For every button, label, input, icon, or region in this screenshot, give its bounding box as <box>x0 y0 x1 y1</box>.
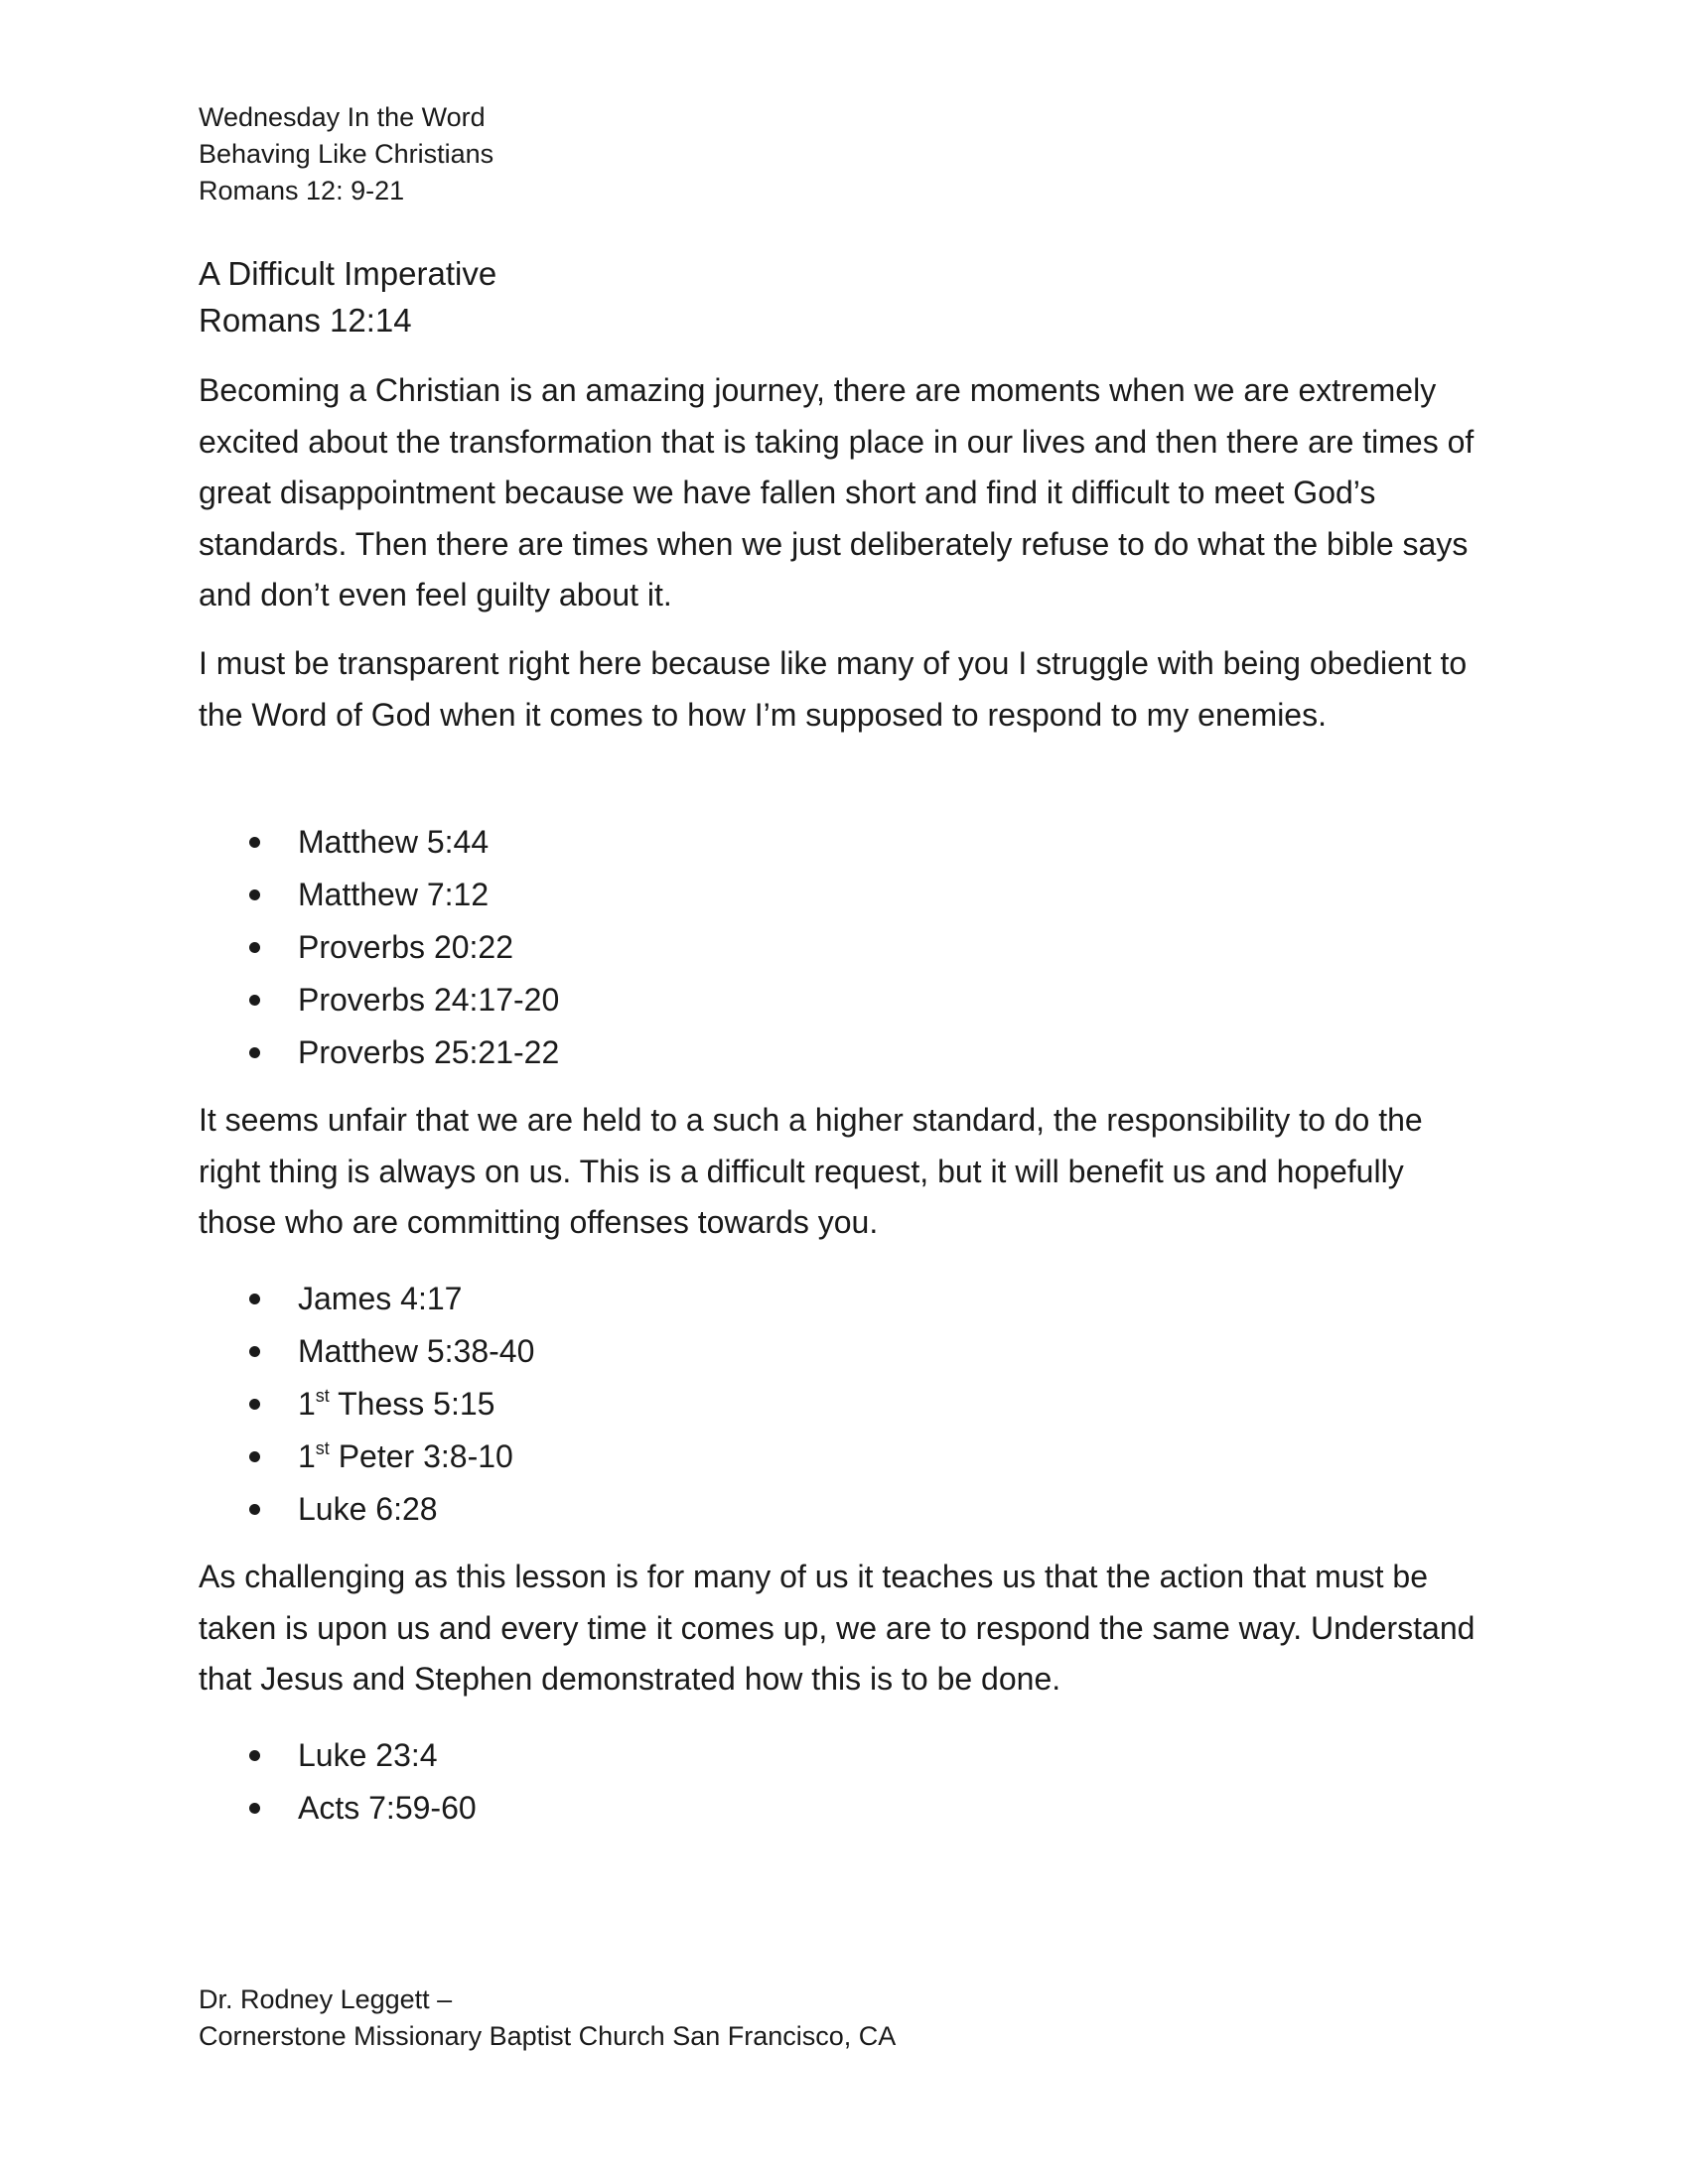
closing-paragraph-block <box>199 1552 1489 1706</box>
intro-paragraph: Becoming a Christian is an amazing journey, there are moments when we are extremely excited about the transformation that is taking place in our lives and then there are times of great disappointment because we have fallen short and find it difficult to meet God’s standards. Then there are times when we just deliberately refuse to do what the bible says and don’t even feel guilty about it. <box>199 372 1475 613</box>
standard-reference-list <box>199 1273 534 1536</box>
list-item <box>199 816 559 869</box>
reference-text: Matthew 7:12 <box>298 877 490 912</box>
standard-paragraph-block <box>199 1095 1489 1249</box>
reference-prefix: 1 <box>298 1438 316 1474</box>
reference-prefix: 1 <box>298 1386 316 1422</box>
list-item <box>199 1729 477 1782</box>
church-name: Cornerstone Missionary Baptist Church San Francisco, CA <box>199 2021 897 2051</box>
reference-text: Proverbs 20:22 <box>298 929 514 965</box>
reference-text: James 4:17 <box>298 1281 463 1316</box>
list-item <box>199 974 559 1026</box>
reference-text: Luke 6:28 <box>298 1491 438 1527</box>
bullet-icon <box>249 1451 260 1462</box>
list-item <box>199 869 559 921</box>
list-item <box>199 1431 534 1483</box>
list-item <box>199 1782 477 1835</box>
example-reference-list <box>199 1729 477 1835</box>
reference-text: Acts 7:59-60 <box>298 1790 477 1826</box>
bullet-icon <box>249 1346 260 1357</box>
reference-text: Matthew 5:38-40 <box>298 1333 535 1369</box>
passage-reference: Romans 12: 9-21 <box>199 176 405 205</box>
bullet-icon <box>249 1294 260 1304</box>
bullet-icon <box>249 1803 260 1814</box>
list-item <box>199 1026 559 1079</box>
author-name: Dr. Rodney Leggett – <box>199 1984 453 2014</box>
lesson-heading <box>199 250 496 343</box>
reference-text: Proverbs 25:21-22 <box>298 1034 560 1070</box>
confession-paragraph-block <box>199 638 1489 741</box>
closing-paragraph: As challenging as this lesson is for many of us it teaches us that the action that must be taken is upon us and every time it comes up, we are to respond the same way. Understand that Jesus and Stephen demonstrated how this is to be done. <box>199 1559 1476 1697</box>
list-item <box>199 921 559 974</box>
list-item <box>199 1378 534 1431</box>
bullet-icon <box>249 1047 260 1058</box>
document-footer <box>199 1981 896 2055</box>
enemies-reference-list <box>199 816 559 1079</box>
list-item <box>199 1483 534 1536</box>
reference-text: Peter 3:8-10 <box>329 1438 513 1474</box>
reference-text: Matthew 5:44 <box>298 824 490 860</box>
bullet-icon <box>249 942 260 953</box>
standard-paragraph: It seems unfair that we are held to a such a higher standard, the responsibility to do the right thing is always on us. This is a difficult request, but it will benefit us and hopefully those who are committing offenses towards you. <box>199 1102 1423 1240</box>
lesson-scripture: Romans 12:14 <box>199 302 412 339</box>
series-title: Wednesday In the Word <box>199 102 486 132</box>
ordinal-suffix: st <box>315 1438 330 1458</box>
intro-paragraph-block <box>199 365 1489 621</box>
document-header <box>199 99 493 209</box>
reference-text: Thess 5:15 <box>329 1386 495 1422</box>
bullet-icon <box>249 995 260 1006</box>
bullet-icon <box>249 1399 260 1410</box>
list-item <box>199 1325 534 1378</box>
bullet-icon <box>249 837 260 848</box>
ordinal-suffix: st <box>315 1386 330 1406</box>
list-item <box>199 1273 534 1325</box>
confession-paragraph: I must be transparent right here because like many of you I struggle with being obedient to the Word of God when it comes to how I’m supposed to respond to my enemies. <box>199 645 1468 733</box>
reference-text: Luke 23:4 <box>298 1737 438 1773</box>
topic-title: Behaving Like Christians <box>199 139 494 169</box>
bullet-icon <box>249 1504 260 1515</box>
lesson-title: A Difficult Imperative <box>199 255 497 292</box>
bullet-icon <box>249 889 260 900</box>
bullet-icon <box>249 1750 260 1761</box>
reference-text: Proverbs 24:17-20 <box>298 982 560 1018</box>
